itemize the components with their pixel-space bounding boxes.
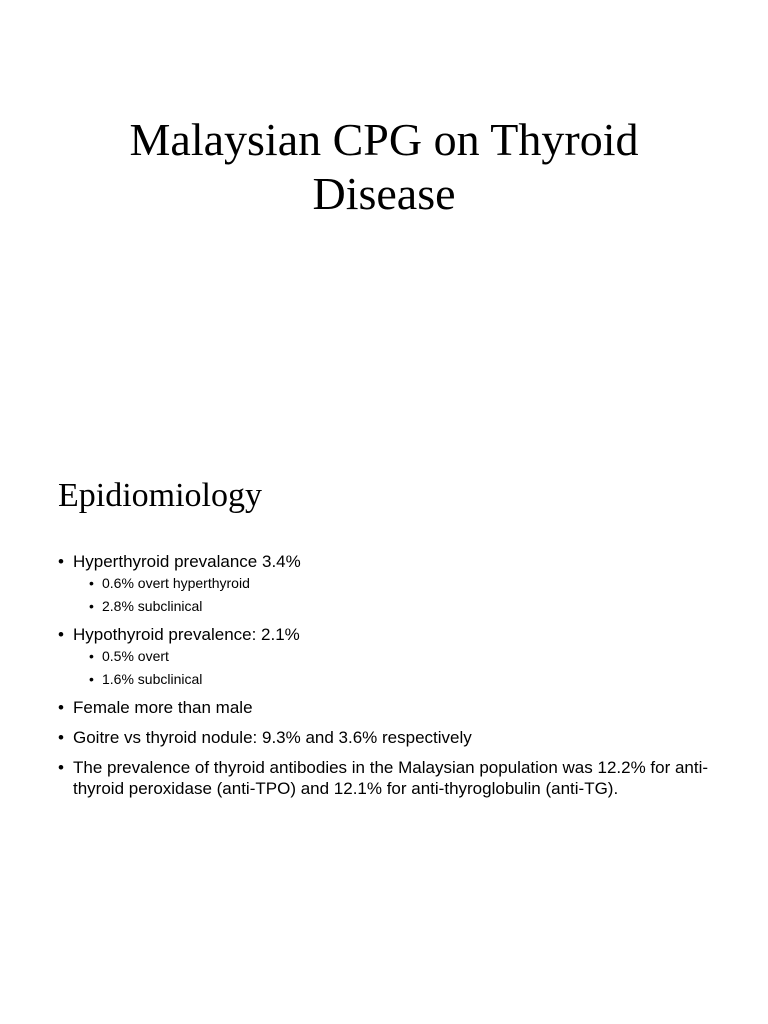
bullet-antibodies: • The prevalence of thyroid antibodies in the Malaysian population was 12.2% for anti-thyroid peroxidase (anti-TPO) and 12.1% for anti-thyroglobulin (anti-TG). [58,757,718,799]
epidemiology-slide [0,440,768,1024]
sub-bullet-list [73,575,718,615]
bullet-goitre: • Goitre vs thyroid nodule: 9.3% and 3.6% respectively [58,727,718,748]
slide-title-line-1: Malaysian CPG on Thyroid [129,114,639,165]
bullet-text: Hypothyroid prevalence: 2.1% [73,625,300,644]
bullet-text: Hyperthyroid prevalance 3.4% [73,552,301,571]
sub-bullet-list [73,648,718,688]
sub-bullet: • 1.6% subclinical [73,671,718,688]
sub-bullet: • 0.6% overt hyperthyroid [73,575,718,592]
sub-bullet: • 0.5% overt [73,648,718,665]
title-slide [0,0,768,440]
slide-heading: Epidiomiology [58,477,262,514]
slide-title-line-2: Disease [312,168,456,219]
bullet-hypothyroid [58,624,718,688]
bullet-sex-ratio: • Female more than male [58,697,718,718]
slide-title [60,113,708,221]
bullet-list [58,551,718,808]
sub-bullet: • 2.8% subclinical [73,598,718,615]
bullet-hyperthyroid [58,551,718,615]
